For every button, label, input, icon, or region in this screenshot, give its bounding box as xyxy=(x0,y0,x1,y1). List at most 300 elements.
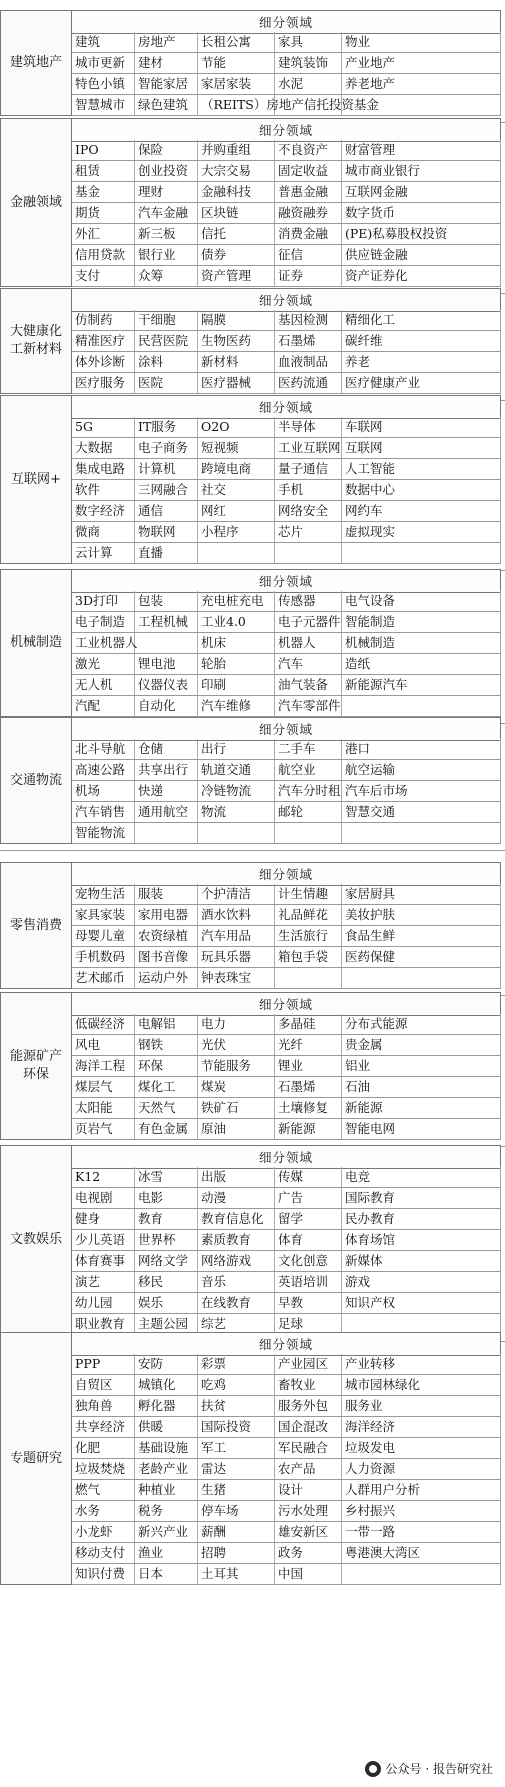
table-cell: 钢铁 xyxy=(135,1035,198,1055)
table-cell: 玩具乐器 xyxy=(198,947,275,967)
header-row: 细分领域 xyxy=(72,992,501,1016)
table-cell: 水务 xyxy=(72,1501,135,1521)
table-cell xyxy=(342,1564,501,1584)
table-cell: 半导体 xyxy=(275,417,342,437)
table-cell: 吃鸡 xyxy=(198,1375,275,1395)
table-cell: 酒水饮料 xyxy=(198,905,275,925)
table-cell: 宠物生活 xyxy=(72,884,135,904)
table-cell xyxy=(342,696,501,716)
table-cell: 智慧城市 xyxy=(72,95,135,115)
section-label: 互联网+ xyxy=(0,395,72,564)
table-cell: 电影 xyxy=(135,1188,198,1208)
table-row xyxy=(72,352,501,373)
table-cell: 母婴儿童 xyxy=(72,926,135,946)
table-cell: 素质教育 xyxy=(198,1230,275,1250)
table-cell: 手机 xyxy=(275,480,342,500)
table-cell: 服务外包 xyxy=(275,1396,342,1416)
section-label: 零售消费 xyxy=(0,862,72,989)
table-row xyxy=(72,1056,501,1077)
table-cell: 冰雪 xyxy=(135,1167,198,1187)
section-label: 大健康化工新材料 xyxy=(0,288,72,394)
table-cell: 设计 xyxy=(275,1480,342,1500)
table-cell: 美妆护肤 xyxy=(342,905,501,925)
table-cell: 家居家装 xyxy=(198,74,275,94)
table-cell: 娱乐 xyxy=(135,1293,198,1313)
table-row xyxy=(72,1543,501,1564)
table-cell: 无人机 xyxy=(72,675,135,695)
table-cell: 雄安新区 xyxy=(275,1522,342,1542)
table-cell: 新能源 xyxy=(342,1098,501,1118)
table-row xyxy=(72,654,501,675)
table-cell: 集成电路 xyxy=(72,459,135,479)
table-cell: 供暖 xyxy=(135,1417,198,1437)
table-row xyxy=(72,1459,501,1480)
table-cell: 仓储 xyxy=(135,739,198,759)
table-cell: 网络安全 xyxy=(275,501,342,521)
section-label: 建筑地产 xyxy=(0,10,72,116)
table-cell: 节能服务 xyxy=(198,1056,275,1076)
table-cell: 国际教育 xyxy=(342,1188,501,1208)
table-cell: 医疗器械 xyxy=(198,373,275,393)
table-cell: 老龄产业 xyxy=(135,1459,198,1479)
table-cell: 石墨烯 xyxy=(275,1077,342,1097)
table-cell: 多晶硅 xyxy=(275,1014,342,1034)
table-cell: 轨道交通 xyxy=(198,760,275,780)
table-cell: 医院 xyxy=(135,373,198,393)
table-cell: 社交 xyxy=(198,480,275,500)
table-row xyxy=(72,760,501,781)
table-cell: 汽车金融 xyxy=(135,203,198,223)
table-cell: 5G xyxy=(72,417,135,437)
table-row xyxy=(72,1098,501,1119)
table-cell: 仿制药 xyxy=(72,310,135,330)
table-cell: 血液制品 xyxy=(275,352,342,372)
table-row xyxy=(72,1077,501,1098)
table-cell: 租赁 xyxy=(72,161,135,181)
table-cell: 国企混改 xyxy=(275,1417,342,1437)
table-cell: 税务 xyxy=(135,1501,198,1521)
table-cell: 数据中心 xyxy=(342,480,501,500)
table-cell: 种植业 xyxy=(135,1480,198,1500)
table-cell: 教育 xyxy=(135,1209,198,1229)
table-cell: 汽车维修 xyxy=(198,696,275,716)
table-cell: 人力资源 xyxy=(342,1459,501,1479)
table-cell: 体外诊断 xyxy=(72,352,135,372)
table-cell: 大宗交易 xyxy=(198,161,275,181)
table-cell: 动漫 xyxy=(198,1188,275,1208)
table-cell: 新材料 xyxy=(198,352,275,372)
table-cell: 煤化工 xyxy=(135,1077,198,1097)
table-cell: 电气设备 xyxy=(342,591,501,611)
table-cell: 量子通信 xyxy=(275,459,342,479)
table-row xyxy=(72,612,501,633)
table-row xyxy=(72,501,501,522)
section-label: 机械制造 xyxy=(0,569,72,717)
table-cell: 汽车后市场 xyxy=(342,781,501,801)
table-cell: 燃气 xyxy=(72,1480,135,1500)
table-row xyxy=(72,543,501,564)
table-cell: 新三板 xyxy=(135,224,198,244)
section-body xyxy=(72,1145,501,1335)
table-cell: 游戏 xyxy=(342,1272,501,1292)
table-cell: 原油 xyxy=(198,1119,275,1139)
table-cell: 家用电器 xyxy=(135,905,198,925)
table-cell: 体育 xyxy=(275,1230,342,1250)
table-cell: 建筑装饰 xyxy=(275,53,342,73)
section-label: 文教娱乐 xyxy=(0,1145,72,1335)
table-cell: 化肥 xyxy=(72,1438,135,1458)
table-cell: 银行业 xyxy=(135,245,198,265)
table-cell: 医药流通 xyxy=(275,373,342,393)
table-cell: 铁矿石 xyxy=(198,1098,275,1118)
table-cell: 建材 xyxy=(135,53,198,73)
table-cell: 数字经济 xyxy=(72,501,135,521)
header-row: 细分领域 xyxy=(72,1332,501,1356)
table-row xyxy=(72,1119,501,1140)
table-cell: 安防 xyxy=(135,1354,198,1374)
section xyxy=(0,288,505,394)
table-cell: 通信 xyxy=(135,501,198,521)
table-cell: 智能制造 xyxy=(342,612,501,632)
table-cell: 出版 xyxy=(198,1167,275,1187)
table-cell: 电解铝 xyxy=(135,1014,198,1034)
table-cell: 外汇 xyxy=(72,224,135,244)
table-cell: 保险 xyxy=(135,140,198,160)
header-row: 细分领域 xyxy=(72,717,501,741)
table-cell: 造纸 xyxy=(342,654,501,674)
table-cell: 渔业 xyxy=(135,1543,198,1563)
table-cell: 虚拟现实 xyxy=(342,522,501,542)
table-cell: 文化创意 xyxy=(275,1251,342,1271)
table-cell: 生猪 xyxy=(198,1480,275,1500)
table-cell: 理财 xyxy=(135,182,198,202)
table-row xyxy=(72,1417,501,1438)
table-cell: 政务 xyxy=(275,1543,342,1563)
section-body xyxy=(72,717,501,844)
table-cell: 垃圾焚烧 xyxy=(72,1459,135,1479)
table-row xyxy=(72,1293,501,1314)
table-cell: 汽车销售 xyxy=(72,802,135,822)
table-row xyxy=(72,438,501,459)
watermark-text: 公众号 · 报告研究社 xyxy=(385,1762,493,1776)
table-cell: 独角兽 xyxy=(72,1396,135,1416)
table-cell: 机床 xyxy=(198,633,275,653)
table-cell: 个护清洁 xyxy=(198,884,275,904)
table-cell: 3D打印 xyxy=(72,591,135,611)
table-cell: 互联网金融 xyxy=(342,182,501,202)
header-row: 细分领域 xyxy=(72,569,501,593)
section-body xyxy=(72,10,501,116)
section xyxy=(0,10,505,116)
table-cell: 箱包手袋 xyxy=(275,947,342,967)
section-body xyxy=(72,1332,501,1585)
table-cell: 物流 xyxy=(198,802,275,822)
section xyxy=(0,569,505,717)
table-cell: 信托 xyxy=(198,224,275,244)
table-cell: 综艺 xyxy=(198,1314,275,1334)
table-cell: 新能源汽车 xyxy=(342,675,501,695)
table-cell: 生活旅行 xyxy=(275,926,342,946)
table-cell: 汽车零部件 xyxy=(275,696,342,716)
table-cell: 芯片 xyxy=(275,522,342,542)
section-label: 专题研究 xyxy=(0,1332,72,1585)
table-cell: 共享出行 xyxy=(135,760,198,780)
table-cell: 食品生鲜 xyxy=(342,926,501,946)
table-cell: 体育赛事 xyxy=(72,1251,135,1271)
table-cell: 自动化 xyxy=(135,696,198,716)
table-row xyxy=(72,884,501,905)
table-cell: 小龙虾 xyxy=(72,1522,135,1542)
table-cell: 国际投资 xyxy=(198,1417,275,1437)
table-cell: 健身 xyxy=(72,1209,135,1229)
section xyxy=(0,862,505,989)
section-label: 能源矿产环保 xyxy=(0,992,72,1140)
table-cell: 产业地产 xyxy=(342,53,501,73)
table-cell: 分布式能源 xyxy=(342,1014,501,1034)
table-cell: 软件 xyxy=(72,480,135,500)
table-row xyxy=(72,95,501,116)
table-cell: 不良资产 xyxy=(275,140,342,160)
table-cell: 包装 xyxy=(135,591,198,611)
table-cell: 医疗健康产业 xyxy=(342,373,501,393)
table-row xyxy=(72,905,501,926)
table-row xyxy=(72,522,501,543)
table-cell: 城市更新 xyxy=(72,53,135,73)
section-body xyxy=(72,118,501,287)
table-cell: 汽配 xyxy=(72,696,135,716)
table-cell: 图书音像 xyxy=(135,947,198,967)
table-cell: 精准医疗 xyxy=(72,331,135,351)
table-cell: 融资融券 xyxy=(275,203,342,223)
table-cell: 支付 xyxy=(72,266,135,286)
table-row xyxy=(72,926,501,947)
table-cell: 艺术邮币 xyxy=(72,968,135,988)
table-row xyxy=(72,1375,501,1396)
table-cell: 低碳经济 xyxy=(72,1014,135,1034)
table-cell: 建筑 xyxy=(72,32,135,52)
table-row xyxy=(72,1251,501,1272)
table-row xyxy=(72,32,501,53)
table-row xyxy=(72,459,501,480)
table-cell: 工程机械 xyxy=(135,612,198,632)
table-cell: 海洋工程 xyxy=(72,1056,135,1076)
table-cell: 智慧交通 xyxy=(342,802,501,822)
table-cell: 网约车 xyxy=(342,501,501,521)
table-cell: 通用航空 xyxy=(135,802,198,822)
table-row xyxy=(72,310,501,331)
section xyxy=(0,1332,505,1585)
table-cell: 区块链 xyxy=(198,203,275,223)
table-cell: 创业投资 xyxy=(135,161,198,181)
table-cell: 石油 xyxy=(342,1077,501,1097)
table-cell: 彩票 xyxy=(198,1354,275,1374)
table-cell: 汽车用品 xyxy=(198,926,275,946)
table-cell: 期货 xyxy=(72,203,135,223)
table-row xyxy=(72,1188,501,1209)
section-body xyxy=(72,992,501,1140)
table-cell: K12 xyxy=(72,1167,135,1187)
table-cell: 自贸区 xyxy=(72,1375,135,1395)
table-cell: 普惠金融 xyxy=(275,182,342,202)
table-cell: 金融科技 xyxy=(198,182,275,202)
table-cell: 乡村振兴 xyxy=(342,1501,501,1521)
table-cell: 港口 xyxy=(342,739,501,759)
table-cell: 煤层气 xyxy=(72,1077,135,1097)
table-cell: 世界杯 xyxy=(135,1230,198,1250)
table-cell: IT服务 xyxy=(135,417,198,437)
table-cell: 供应链金融 xyxy=(342,245,501,265)
table-cell: 停车场 xyxy=(198,1501,275,1521)
table-cell: 汽车 xyxy=(275,654,342,674)
table-cell: 小程序 xyxy=(198,522,275,542)
table-cell: 风电 xyxy=(72,1035,135,1055)
table-cell: 长租公寓 xyxy=(198,32,275,52)
table-cell: 光伏 xyxy=(198,1035,275,1055)
table-cell xyxy=(198,823,275,843)
table-cell: 资产证券化 xyxy=(342,266,501,286)
table-cell: 固定收益 xyxy=(275,161,342,181)
header-row: 细分领域 xyxy=(72,118,501,142)
table-cell: 有色金属 xyxy=(135,1119,198,1139)
header-row: 细分领域 xyxy=(72,1145,501,1169)
table-cell: 互联网 xyxy=(342,438,501,458)
table-cell: 演艺 xyxy=(72,1272,135,1292)
table-cell: 隔膜 xyxy=(198,310,275,330)
table-cell: 幼儿园 xyxy=(72,1293,135,1313)
table-cell: 煤炭 xyxy=(198,1077,275,1097)
table-cell: 消费金融 xyxy=(275,224,342,244)
table-cell: 知识付费 xyxy=(72,1564,135,1584)
table-cell: 水泥 xyxy=(275,74,342,94)
table-row xyxy=(72,1564,501,1585)
table-row xyxy=(72,53,501,74)
table-cell: 民营医院 xyxy=(135,331,198,351)
table-row xyxy=(72,182,501,203)
table-cell: 云计算 xyxy=(72,543,135,563)
table-cell: 印刷 xyxy=(198,675,275,695)
table-row xyxy=(72,140,501,161)
table-cell: 主题公园 xyxy=(135,1314,198,1334)
table-cell: 北斗导航 xyxy=(72,739,135,759)
table-cell: 网络游戏 xyxy=(198,1251,275,1271)
table-cell: 环保 xyxy=(135,1056,198,1076)
table-row xyxy=(72,739,501,760)
table-cell: 充电桩充电 xyxy=(198,591,275,611)
table-row xyxy=(72,245,501,266)
table-cell: 军工 xyxy=(198,1438,275,1458)
table-cell: 生物医药 xyxy=(198,331,275,351)
table-cell: 体育场馆 xyxy=(342,1230,501,1250)
table-row xyxy=(72,1396,501,1417)
table-cell xyxy=(342,543,501,563)
table-cell: 军民融合 xyxy=(275,1438,342,1458)
header-row: 细分领域 xyxy=(72,10,501,34)
table-row xyxy=(72,331,501,352)
table-cell: 天然气 xyxy=(135,1098,198,1118)
table-cell: 机器人 xyxy=(275,633,342,653)
table-cell: 航空运输 xyxy=(342,760,501,780)
table-row xyxy=(72,591,501,612)
table-cell: 绿色建筑 xyxy=(135,95,198,115)
table-cell xyxy=(275,543,342,563)
table-cell: IPO xyxy=(72,140,135,160)
table-cell: 证券 xyxy=(275,266,342,286)
table-cell xyxy=(342,968,501,988)
table-cell: 少儿英语 xyxy=(72,1230,135,1250)
section-label: 金融领域 xyxy=(0,118,72,287)
table-row xyxy=(72,74,501,95)
table-cell xyxy=(342,1314,501,1334)
table-cell: 农资绿植 xyxy=(135,926,198,946)
table-cell: 畜牧业 xyxy=(275,1375,342,1395)
table-cell: 孵化器 xyxy=(135,1396,198,1416)
table-cell: 传媒 xyxy=(275,1167,342,1187)
table-cell: 产业转移 xyxy=(342,1354,501,1374)
table-cell xyxy=(275,95,342,115)
table-cell: 土壤修复 xyxy=(275,1098,342,1118)
table-cell xyxy=(342,95,501,115)
table-cell: 在线教育 xyxy=(198,1293,275,1313)
table-cell: 海洋经济 xyxy=(342,1417,501,1437)
table-cell: 财富管理 xyxy=(342,140,501,160)
table-cell: 移民 xyxy=(135,1272,198,1292)
table-cell xyxy=(275,823,342,843)
table-cell: 医药保健 xyxy=(342,947,501,967)
table-row xyxy=(72,633,501,654)
table-cell: 移动支付 xyxy=(72,1543,135,1563)
table-cell xyxy=(275,968,342,988)
table-cell: 计生情趣 xyxy=(275,884,342,904)
table-cell: PPP xyxy=(72,1354,135,1374)
table-cell xyxy=(198,543,275,563)
table-cell: 出行 xyxy=(198,739,275,759)
table-cell: 城市商业银行 xyxy=(342,161,501,181)
table-cell: 微商 xyxy=(72,522,135,542)
table-cell: 基础设施 xyxy=(135,1438,198,1458)
table-cell: 电子制造 xyxy=(72,612,135,632)
table-cell: 网红 xyxy=(198,501,275,521)
table-cell: 民办教育 xyxy=(342,1209,501,1229)
table-cell: 电子元器件 xyxy=(275,612,342,632)
table-cell: 冷链物流 xyxy=(198,781,275,801)
table-cell: 轮胎 xyxy=(198,654,275,674)
table-cell: （REITS）房地产信托投资基金 xyxy=(198,95,275,115)
section-body xyxy=(72,288,501,394)
table-cell: 农产品 xyxy=(275,1459,342,1479)
section-body xyxy=(72,862,501,989)
table-cell: 薪酬 xyxy=(198,1522,275,1542)
table-cell: 物联网 xyxy=(135,522,198,542)
table-cell: 产业园区 xyxy=(275,1354,342,1374)
table-cell: 征信 xyxy=(275,245,342,265)
table-row xyxy=(72,802,501,823)
table-cell: 太阳能 xyxy=(72,1098,135,1118)
table-cell xyxy=(135,633,198,653)
section xyxy=(0,717,505,844)
table-cell: 城镇化 xyxy=(135,1375,198,1395)
table-cell: 扶贫 xyxy=(198,1396,275,1416)
table-row xyxy=(72,823,501,844)
table-cell: 新能源 xyxy=(275,1119,342,1139)
table-row xyxy=(72,1354,501,1375)
table-cell: 人工智能 xyxy=(342,459,501,479)
table-cell: 网络文学 xyxy=(135,1251,198,1271)
table-cell: 电竞 xyxy=(342,1167,501,1187)
table-row xyxy=(72,1209,501,1230)
section-body xyxy=(72,395,501,564)
table-cell: 智能家居 xyxy=(135,74,198,94)
table-row xyxy=(72,161,501,182)
